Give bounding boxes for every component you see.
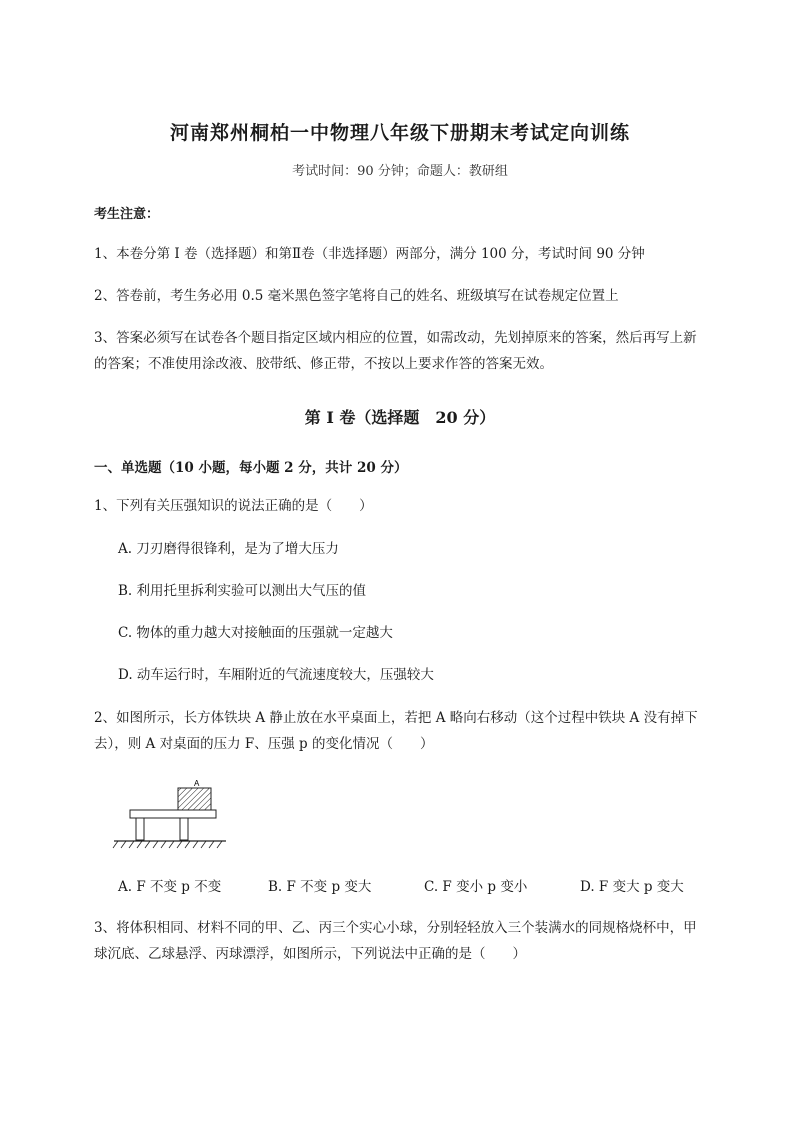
section-title: 第 I 卷（选择题 20 分） xyxy=(304,408,496,427)
table-leg-left xyxy=(136,818,144,840)
notice-item: 2、答卷前，考生务必用 0.5 毫米黑色签字笔将自己的姓名、班级填写在试卷规定位置上 xyxy=(94,288,619,304)
notice-item: 的答案；不准使用涂改液、胶带纸、修正带，不按以上要求作答的答案无效。 xyxy=(94,356,553,372)
question-2-stem-line-2: 去），则 A 对桌面的压力 F、压强 p 的变化情况（ ） xyxy=(94,736,434,752)
block-label: A xyxy=(194,779,200,788)
question-2-option-b: B. F 不变 p 变大 xyxy=(268,879,372,895)
question-1-option-b: B. 利用托里拆利实验可以测出大气压的值 xyxy=(118,583,367,599)
table-block-diagram xyxy=(110,774,230,854)
question-2-option-d: D. F 变大 p 变大 xyxy=(580,879,684,895)
question-1-stem: 1、下列有关压强知识的说法正确的是（ ） xyxy=(94,498,373,514)
question-1-option-a: A. 刀刃磨得很锋利，是为了增大压力 xyxy=(118,541,339,557)
question-1-option-c: C. 物体的重力越大对接触面的压强就一定越大 xyxy=(118,625,393,641)
question-3-stem-line-1: 3、将体积相同、材料不同的甲、乙、丙三个实心小球，分别轻轻放入三个装满水的同规格烧杯中，甲 xyxy=(94,920,697,936)
table-top xyxy=(130,810,216,818)
page-title: 河南郑州桐柏一中物理八年级下册期末考试定向训练 xyxy=(169,122,630,144)
question-3-stem-line-2: 球沉底、乙球悬浮、丙球漂浮，如图所示，下列说法中正确的是（ ） xyxy=(94,946,526,962)
question-2-option-a: A. F 不变 p 不变 xyxy=(118,879,222,895)
question-2-options xyxy=(118,875,718,895)
part-heading: 一、单选题（10 小题，每小题 2 分，共计 20 分） xyxy=(94,460,408,476)
question-2-option-c: C. F 变小 p 变小 xyxy=(424,879,528,895)
notice-item: 3、答案必须写在试卷各个题目指定区域内相应的位置，如需改动，先划掉原来的答案，然后再写上新 xyxy=(94,330,697,346)
notice-heading: 考生注意： xyxy=(94,207,160,222)
question-1-option-d: D. 动车运行时，车厢附近的气流速度较大，压强较大 xyxy=(118,667,434,683)
ground-hatching xyxy=(113,841,222,848)
iron-block xyxy=(178,788,211,810)
exam-info: 考试时间：90 分钟；命题人：教研组 xyxy=(292,164,508,179)
notice-item: 1、本卷分第 I 卷（选择题）和第Ⅱ卷（非选择题）两部分，满分 100 分，考试时间 90 分钟 xyxy=(94,246,645,262)
question-2-stem-line-1: 2、如图所示，长方体铁块 A 静止放在水平桌面上，若把 A 略向右移动（这个过程中铁块 A 没有掉下 xyxy=(94,710,698,726)
table-leg-right xyxy=(180,818,188,840)
